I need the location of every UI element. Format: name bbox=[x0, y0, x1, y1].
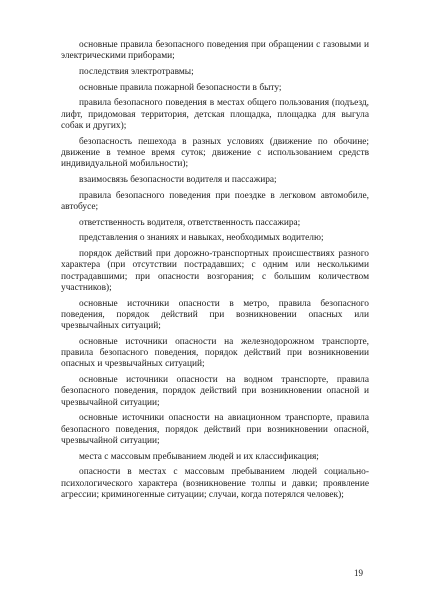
paragraph: порядок действий при дорожно-транспортных происшествиях разного характера (при отсутствии пострадавших; с одним или несколькими пострадавшими; при опасности возгорания; с большим количеством участников); bbox=[61, 248, 369, 293]
paragraph: основные источники опасности на авиационном транспорте, правила безопасного поведения, порядок действий при возникновении опасной, чрезвычайной ситуации; bbox=[61, 413, 369, 446]
paragraph: ответственность водителя, ответственность пассажира; bbox=[79, 217, 301, 228]
page-number: 19 bbox=[354, 568, 363, 578]
paragraph: места с массовым пребыванием людей и их классификация; bbox=[79, 451, 319, 462]
paragraph: взаимосвязь безопасности водителя и пассажира; bbox=[79, 174, 277, 185]
paragraph: основные источники опасности на водном транспорте, правила безопасного поведения, порядок действий при возникновении опасной и чрезвычайной ситуации; bbox=[61, 375, 369, 408]
paragraph: последствия электротравмы; bbox=[79, 66, 194, 77]
paragraph: безопасность пешехода в разных условиях (движение по обочине; движение в темное время суток; движение с использованием средств индивидуальной мобильности); bbox=[61, 136, 369, 170]
paragraph: основные правила пожарной безопасности в быту; bbox=[79, 82, 282, 93]
paragraph: основные источники опасности в метро, правила безопасного поведения, порядок действий при возникновении опасных или чрезвычайных ситуаций; bbox=[61, 298, 369, 332]
paragraph: опасности в местах с массовым пребыванием людей социально-психологического характера (возникновение толпы и давки; проявление агрессии; криминогенные ситуации; случаи, когда потерялся человек); bbox=[61, 467, 369, 500]
body-text bbox=[61, 40, 369, 506]
paragraph: представления о знаниях и навыках, необходимых водителю; bbox=[79, 233, 324, 244]
paragraph: основные правила безопасного поведения при обращении с газовыми и электрическими приборами; bbox=[61, 40, 369, 62]
paragraph: правила безопасного поведения в местах общего пользования (подъезд, лифт, придомовая территория, детская площадка, площадка для выгула собак и других); bbox=[61, 98, 369, 131]
paragraph: основные источники опасности на железнодорожном транспорте, правила безопасного поведения, порядок действий при возникновении опасных и чрезвычайных ситуаций; bbox=[61, 336, 369, 370]
paragraph: правила безопасного поведения при поездке в легковом автомобиле, автобусе; bbox=[61, 190, 369, 212]
